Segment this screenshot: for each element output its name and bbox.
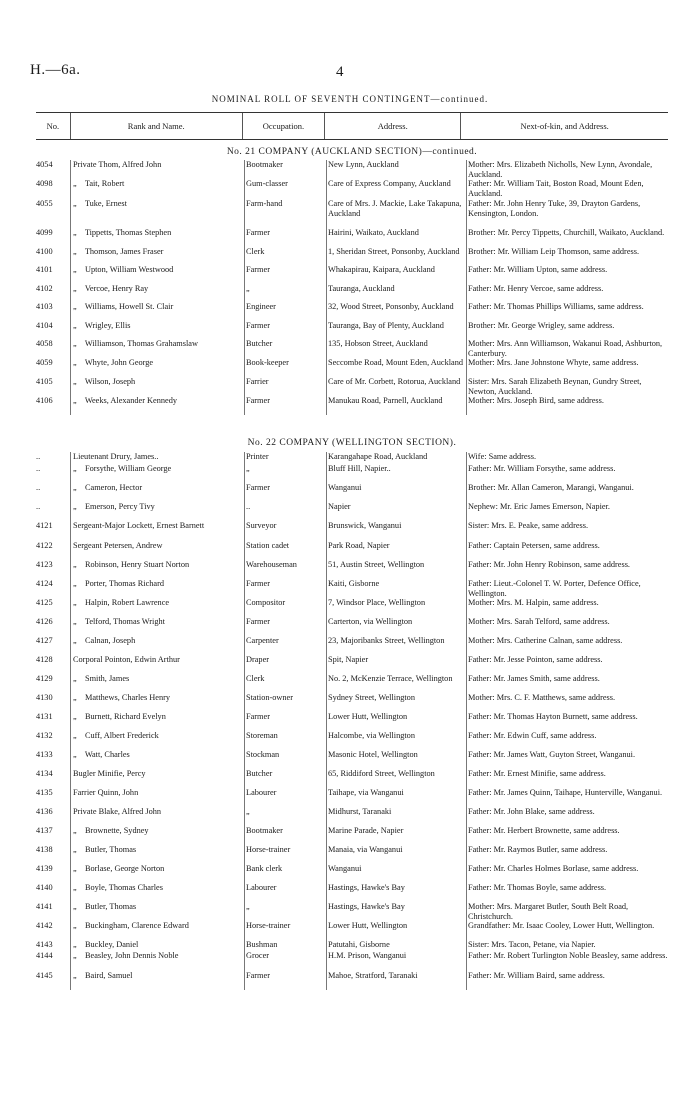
address: Care of Mrs. J. Mackie, Lake Takapuna, Auckland	[328, 199, 463, 218]
address: No. 2, McKenzie Terrace, Wellington	[328, 674, 453, 683]
occupation: Labourer	[246, 883, 277, 892]
address: Masonic Hotel, Wellington	[328, 750, 418, 759]
occupation: Warehouseman	[246, 560, 297, 569]
row-number: 4133	[36, 750, 53, 759]
rank-name: „ Brownette, Sydney	[73, 826, 149, 835]
occupation: ..	[246, 502, 251, 511]
address: 51, Austin Street, Wellington	[328, 560, 425, 569]
address: Napier	[328, 502, 351, 511]
row-number: 4059	[36, 358, 53, 367]
roll-title: NOMINAL ROLL OF SEVENTH CONTINGENT—continued.	[211, 94, 489, 104]
occupation: Station-owner	[246, 693, 294, 702]
occupation: Horse-trainer	[246, 845, 291, 854]
occupation: Compositor	[246, 598, 286, 607]
next-of-kin: Father: Mr. Ernest Minifie, same address.	[468, 769, 606, 778]
rank-name: „ Forsythe, William George	[73, 464, 172, 473]
row-number: 4122	[36, 541, 53, 550]
address: Tauranga, Bay of Plenty, Auckland	[328, 321, 444, 330]
next-of-kin: Sister: Mrs. E. Peake, same address.	[468, 521, 589, 530]
row-number: 4137	[36, 826, 53, 835]
row-number: 4139	[36, 864, 53, 873]
occupation: Farmer	[246, 228, 270, 237]
next-of-kin: Father: Mr. James Watt, Guyton Street, Wanganui.	[468, 750, 636, 759]
row-number: 4143	[36, 940, 53, 949]
rank-name: „ Upton, William Westwood	[73, 265, 174, 274]
address: Marine Parade, Napier	[328, 826, 404, 835]
next-of-kin: Brother: Mr. George Wrigley, same address.	[468, 321, 615, 330]
occupation: Farmer	[246, 396, 270, 405]
column-divider	[326, 160, 327, 415]
next-of-kin: Grandfather: Mr. Isaac Cooley, Lower Hutt, Wellington.	[468, 921, 655, 930]
next-of-kin: Father: Mr. Thomas Phillips Williams, same address.	[468, 302, 644, 311]
row-number: ..	[36, 483, 41, 492]
next-of-kin: Father: Mr. William Tait, Boston Road, Mount Eden, Auckland.	[468, 179, 646, 198]
rank-name: „ Wrigley, Ellis	[73, 321, 131, 330]
next-of-kin: Father: Lieut.-Colonel T. W. Porter, Defence Office, Wellington.	[468, 579, 643, 598]
address: Patutahi, Gisborne	[328, 940, 390, 949]
next-of-kin: Mother: Mrs. Sarah Telford, same address.	[468, 617, 610, 626]
next-of-kin: Sister: Mrs. Tacon, Petane, via Napier.	[468, 940, 596, 949]
occupation: Draper	[246, 655, 270, 664]
row-number: ..	[36, 502, 41, 511]
rank-name: „ Halpin, Robert Lawrence	[73, 598, 170, 607]
occupation: „	[246, 284, 250, 293]
rank-name: „ Cuff, Albert Frederick	[73, 731, 159, 740]
page-number: 4	[336, 64, 344, 80]
address: Whakapirau, Kaipara, Auckland	[328, 265, 435, 274]
next-of-kin: Mother: Mrs. Catherine Calnan, same address.	[468, 636, 623, 645]
occupation: Surveyor	[246, 521, 277, 530]
occupation: Farmer	[246, 579, 270, 588]
occupation: „	[246, 807, 250, 816]
occupation: Printer	[246, 452, 269, 461]
rank-name: Farrier Quinn, John	[73, 788, 139, 797]
row-number: 4105	[36, 377, 53, 386]
occupation: Bootmaker	[246, 160, 283, 169]
address: Hastings, Hawke's Bay	[328, 883, 405, 892]
rank-name: „ Emerson, Percy Tivy	[73, 502, 155, 511]
row-number: 4132	[36, 731, 53, 740]
next-of-kin: Father: Mr. John Henry Robinson, same address.	[468, 560, 630, 569]
next-of-kin: Mother: Mrs. Ann Williamson, Wakanui Road, Ashburton, Canterbury.	[468, 339, 665, 358]
next-of-kin: Mother: Mrs. Joseph Bird, same address.	[468, 396, 604, 405]
rank-name: Lieutenant Drury, James..	[73, 452, 159, 461]
address: Mahoe, Stratford, Taranaki	[328, 971, 418, 980]
occupation: Bushman	[246, 940, 278, 949]
occupation: Farmer	[246, 712, 270, 721]
next-of-kin: Father: Mr. William Forsythe, same address.	[468, 464, 616, 473]
row-number: 4138	[36, 845, 53, 854]
header-address: Address.	[325, 113, 461, 139]
rank-name: „ Porter, Thomas Richard	[73, 579, 164, 588]
address: 23, Majoribanks Street, Wellington	[328, 636, 445, 645]
address: Wanganui	[328, 483, 362, 492]
rank-name: „ Weeks, Alexander Kennedy	[73, 396, 178, 405]
next-of-kin: Father: Mr. Henry Vercoe, same address.	[468, 284, 604, 293]
rank-name: „ Boyle, Thomas Charles	[73, 883, 163, 892]
address: Wanganui	[328, 864, 362, 873]
occupation: Farm-hand	[246, 199, 283, 208]
row-number: 4098	[36, 179, 53, 188]
address: Manukau Road, Parnell, Auckland	[328, 396, 443, 405]
occupation: Book-keeper	[246, 358, 289, 367]
occupation: Farrier	[246, 377, 269, 386]
address: Manaia, via Wanganui	[328, 845, 403, 854]
rank-name: „ Buckingham, Clarence Edward	[73, 921, 189, 930]
rank-name: „ Watt, Charles	[73, 750, 130, 759]
address: Care of Express Company, Auckland	[328, 179, 451, 188]
address: 1, Sheridan Street, Ponsonby, Auckland	[328, 247, 460, 256]
occupation: Engineer	[246, 302, 276, 311]
rank-name: Corporal Pointon, Edwin Arthur	[73, 655, 180, 664]
occupation: Farmer	[246, 483, 270, 492]
occupation: Carpenter	[246, 636, 279, 645]
row-number: 4145	[36, 971, 53, 980]
rank-name: „ Thomson, James Fraser	[73, 247, 164, 256]
occupation: Farmer	[246, 617, 270, 626]
next-of-kin: Father: Mr. John Blake, same address.	[468, 807, 595, 816]
row-number: 4128	[36, 655, 53, 664]
row-number: 4106	[36, 396, 53, 405]
address: Brunswick, Wanganui	[328, 521, 402, 530]
column-divider	[326, 452, 327, 990]
next-of-kin: Father: Mr. Thomas Hayton Burnett, same address.	[468, 712, 638, 721]
rank-name: „ Telford, Thomas Wright	[73, 617, 165, 626]
address: Kaiti, Gisborne	[328, 579, 380, 588]
next-of-kin: Father: Mr. William Upton, same address.	[468, 265, 608, 274]
row-number: 4141	[36, 902, 53, 911]
next-of-kin: Father: Mr. Herbert Brownette, same address.	[468, 826, 620, 835]
occupation: Clerk	[246, 247, 265, 256]
column-divider	[244, 452, 245, 990]
column-divider	[466, 452, 467, 990]
rank-name: „ Butler, Thomas	[73, 845, 137, 854]
address: Lower Hutt, Wellington	[328, 712, 408, 721]
rank-name: „ Tait, Robert	[73, 179, 125, 188]
address: Carterton, via Wellington	[328, 617, 413, 626]
address: New Lynn, Auckland	[328, 160, 399, 169]
row-number: 4142	[36, 921, 53, 930]
occupation: Butcher	[246, 339, 273, 348]
next-of-kin: Mother: Mrs. Jane Johnstone Whyte, same address.	[468, 358, 639, 367]
row-number: 4129	[36, 674, 53, 683]
occupation: Station cadet	[246, 541, 290, 550]
document-reference: H.—6a.	[30, 62, 81, 78]
next-of-kin: Father: Mr. William Baird, same address.	[468, 971, 605, 980]
occupation: Clerk	[246, 674, 265, 683]
occupation: Farmer	[246, 321, 270, 330]
address: Spit, Napier	[328, 655, 369, 664]
row-number: 4135	[36, 788, 53, 797]
row-number: ..	[36, 464, 41, 473]
rank-name: Bugler Minifie, Percy	[73, 769, 146, 778]
rank-name: Private Thom, Alfred John	[73, 160, 162, 169]
address: 135, Hobson Street, Auckland	[328, 339, 428, 348]
row-number: 4104	[36, 321, 53, 330]
rank-name: „ Wilson, Joseph	[73, 377, 136, 386]
row-number: 4134	[36, 769, 53, 778]
row-number: 4103	[36, 302, 53, 311]
occupation: Storeman	[246, 731, 278, 740]
header-next-of-kin: Next-of-kin, and Address.	[520, 121, 609, 131]
address: Karangahape Road, Auckland	[328, 452, 428, 461]
address: Park Road, Napier	[328, 541, 390, 550]
rank-name: „ Burnett, Richard Evelyn	[73, 712, 166, 721]
row-number: 4100	[36, 247, 53, 256]
row-number: 4099	[36, 228, 53, 237]
rank-name: „ Williamson, Thomas Grahamslaw	[73, 339, 198, 348]
address: Taihape, via Wanganui	[328, 788, 404, 797]
row-number: 4125	[36, 598, 53, 607]
occupation: „	[246, 902, 250, 911]
occupation: Gum-classer	[246, 179, 288, 188]
next-of-kin: Father: Mr. Raymos Butler, same address.	[468, 845, 608, 854]
next-of-kin: Father: Mr. Charles Holmes Borlase, same address.	[468, 864, 639, 873]
occupation: Bootmaker	[246, 826, 283, 835]
row-number: 4131	[36, 712, 53, 721]
header-occupation: Occupation.	[243, 113, 325, 139]
rank-name: „ Borlase, George Norton	[73, 864, 165, 873]
rank-name: „ Tippetts, Thomas Stephen	[73, 228, 172, 237]
address: Lower Hutt, Wellington	[328, 921, 408, 930]
row-number: ..	[36, 452, 41, 461]
address: 32, Wood Street, Ponsonby, Auckland	[328, 302, 454, 311]
row-number: 4144	[36, 951, 53, 960]
row-number: 4127	[36, 636, 53, 645]
table-header	[36, 112, 668, 140]
row-number: 4054	[36, 160, 53, 169]
next-of-kin: Father: Mr. James Smith, same address.	[468, 674, 600, 683]
section-title-21: No. 21 COMPANY (AUCKLAND SECTION)—continued.	[226, 147, 478, 157]
row-number: 4124	[36, 579, 53, 588]
rank-name: „ Calnan, Joseph	[73, 636, 136, 645]
rank-name: Private Blake, Alfred John	[73, 807, 162, 816]
address: Seccombe Road, Mount Eden, Auckland	[328, 358, 464, 367]
address: 65, Riddiford Street, Wellington	[328, 769, 435, 778]
address: H.M. Prison, Wanganui	[328, 951, 407, 960]
column-divider	[244, 160, 245, 415]
rank-name: Sergeant Petersen, Andrew	[73, 541, 163, 550]
next-of-kin: Nephew: Mr. Eric James Emerson, Napier.	[468, 502, 610, 511]
rank-name: Sergeant-Major Lockett, Ernest Barnett	[73, 521, 205, 530]
section-title-22: No. 22 COMPANY (WELLINGTON SECTION).	[247, 438, 457, 448]
row-number: 4126	[36, 617, 53, 626]
rank-name: „ Tuke, Ernest	[73, 199, 127, 208]
address: Hastings, Hawke's Bay	[328, 902, 405, 911]
row-number: 4140	[36, 883, 53, 892]
next-of-kin: Mother: Mrs. C. F. Matthews, same address.	[468, 693, 616, 702]
rank-name: „ Whyte, John George	[73, 358, 154, 367]
occupation: Stockman	[246, 750, 280, 759]
occupation: Horse-trainer	[246, 921, 291, 930]
rank-name: „ Williams, Howell St. Clair	[73, 302, 174, 311]
row-number: 4136	[36, 807, 53, 816]
header-no: No.	[36, 113, 71, 139]
row-number: 4130	[36, 693, 53, 702]
row-number: 4121	[36, 521, 53, 530]
next-of-kin: Brother: Mr. Percy Tippetts, Churchill, Waikato, Auckland.	[468, 228, 665, 237]
address: Care of Mr. Corbett, Rotorua, Auckland	[328, 377, 461, 386]
row-number: 4101	[36, 265, 53, 274]
rank-name: „ Butler, Thomas	[73, 902, 137, 911]
next-of-kin: Father: Mr. Edwin Cuff, same address.	[468, 731, 597, 740]
next-of-kin: Father: Mr. Thomas Boyle, same address.	[468, 883, 607, 892]
next-of-kin: Father: Mr. Robert Turlington Noble Beasley, same address.	[468, 951, 668, 960]
occupation: Butcher	[246, 769, 273, 778]
occupation: Farmer	[246, 265, 270, 274]
address: Hairini, Waikato, Auckland	[328, 228, 419, 237]
rank-name: „ Robinson, Henry Stuart Norton	[73, 560, 190, 569]
address: Midhurst, Taranaki	[328, 807, 392, 816]
column-divider	[466, 160, 467, 415]
next-of-kin: Father: Captain Petersen, same address.	[468, 541, 600, 550]
address: Bluff Hill, Napier..	[328, 464, 391, 473]
rank-name: „ Cameron, Hector	[73, 483, 143, 492]
address: Tauranga, Auckland	[328, 284, 395, 293]
header-rank-name: Rank and Name.	[71, 113, 243, 139]
occupation: Farmer	[246, 971, 270, 980]
occupation: Bank clerk	[246, 864, 283, 873]
rank-name: „ Baird, Samuel	[73, 971, 133, 980]
address: 7, Windsor Place, Wellington	[328, 598, 426, 607]
row-number: 4055	[36, 199, 53, 208]
rank-name: „ Smith, James	[73, 674, 130, 683]
next-of-kin: Father: Mr. James Quinn, Taihape, Hunterville, Wanganui.	[468, 788, 663, 797]
next-of-kin: Mother: Mrs. M. Halpin, same address.	[468, 598, 599, 607]
rank-name: „ Beasley, John Dennis Noble	[73, 951, 179, 960]
row-number: 4123	[36, 560, 53, 569]
next-of-kin: Father: Mr. John Henry Tuke, 39, Drayton Gardens, Kensington, London.	[468, 199, 643, 218]
next-of-kin: Mother: Mrs. Margaret Butler, South Belt Road, Christchurch.	[468, 902, 631, 921]
next-of-kin: Sister: Mrs. Sarah Elizabeth Beynan, Gundry Street, Newton, Auckland.	[468, 377, 644, 396]
column-divider	[70, 452, 71, 990]
next-of-kin: Brother: Mr. Allan Cameron, Marangi, Wanganui.	[468, 483, 634, 492]
next-of-kin: Wife: Same address.	[468, 452, 537, 461]
next-of-kin: Mother: Mrs. Elizabeth Nicholls, New Lynn, Avondale, Auckland.	[468, 160, 654, 179]
address: Sydney Street, Wellington	[328, 693, 415, 702]
next-of-kin: Father: Mr. Jesse Pointon, same address.	[468, 655, 603, 664]
row-number: 4058	[36, 339, 53, 348]
rank-name: „ Vercoe, Henry Ray	[73, 284, 149, 293]
occupation: Grocer	[246, 951, 270, 960]
next-of-kin: Brother: Mr. William Leip Thomson, same address.	[468, 247, 640, 256]
rank-name: „ Buckley, Daniel	[73, 940, 139, 949]
row-number: 4102	[36, 284, 53, 293]
rank-name: „ Matthews, Charles Henry	[73, 693, 171, 702]
address: Halcombe, via Wellington	[328, 731, 415, 740]
occupation: Labourer	[246, 788, 277, 797]
column-divider	[70, 160, 71, 415]
occupation: „	[246, 464, 250, 473]
